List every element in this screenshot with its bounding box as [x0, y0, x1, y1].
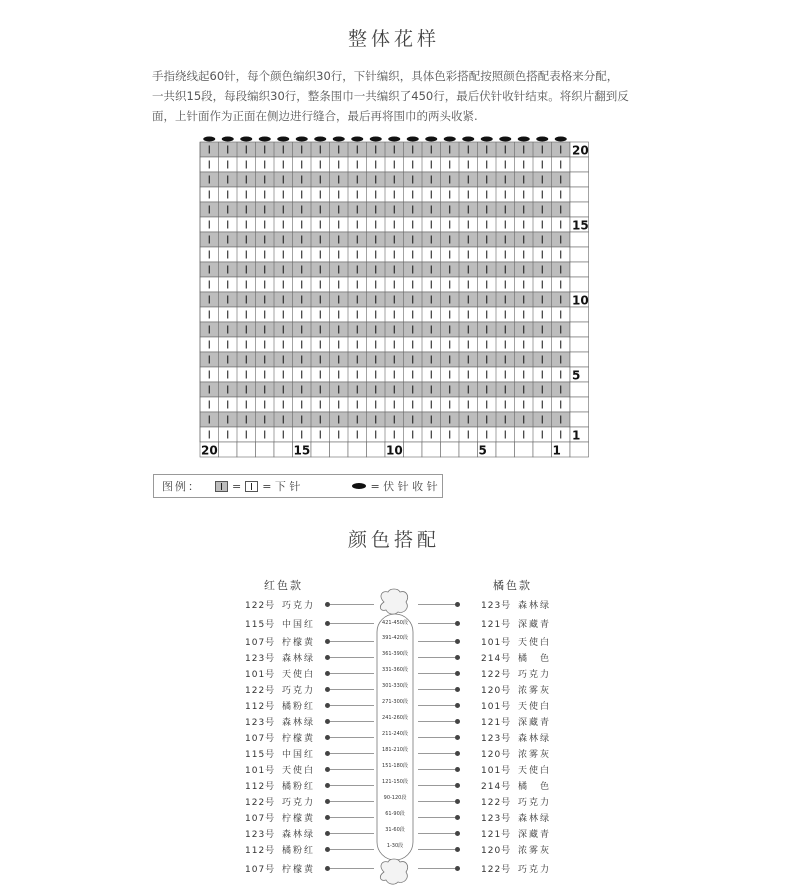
bind-off-oval-icon — [499, 137, 511, 142]
legend-bindoff-text: = 伏 针 收 针 — [370, 480, 438, 493]
yarn-color-name: 深藏青 — [518, 620, 552, 630]
bind-off-oval-icon — [333, 137, 345, 142]
col-label-cell — [330, 442, 349, 457]
yarn-color-name: 橘 色 — [518, 654, 552, 664]
connector-line — [418, 868, 455, 869]
description-line-2: 一共织15段，每段编织30行，整条围巾一共编织了450行，最后伏针收针结束。将织片翻到反 — [152, 89, 629, 103]
segment-label: 1-30段 — [386, 843, 404, 849]
connector-line — [418, 801, 455, 802]
yarn-number: 122号 — [481, 798, 512, 808]
row-label-cell — [570, 322, 589, 337]
connector-line — [418, 657, 455, 658]
bind-off-oval-icon — [481, 137, 493, 142]
row-number-label: 10 — [572, 293, 589, 308]
connector-dot — [455, 639, 460, 644]
row-label-cell — [570, 412, 589, 427]
segment-label: 271-300段 — [382, 699, 408, 705]
yarn-color-name: 橘 色 — [518, 782, 552, 792]
connector-line — [418, 705, 455, 706]
connector-dot — [455, 767, 460, 772]
col-label-cell — [348, 442, 367, 457]
bind-off-oval-icon — [222, 137, 234, 142]
row-number-label: 1 — [572, 428, 581, 443]
legend-knit-text: = 下 针 — [262, 480, 301, 493]
yarn-color-name: 中国红 — [282, 750, 316, 760]
row-label-cell — [570, 262, 589, 277]
bind-off-oval-icon — [277, 137, 289, 142]
pom-pom-bottom-icon — [380, 859, 407, 884]
yarn-number: 112号 — [245, 782, 276, 792]
yarn-color-name: 巧克力 — [518, 865, 552, 875]
bind-off-oval-icon — [462, 137, 474, 142]
yarn-number: 101号 — [245, 766, 276, 776]
column-number-label: 10 — [386, 443, 403, 458]
yarn-color-name: 柠檬黄 — [282, 638, 316, 648]
yarn-color-name: 天使白 — [518, 766, 552, 776]
column-number-label: 15 — [293, 443, 311, 458]
row-number-label: 20 — [572, 143, 589, 158]
yarn-number: 101号 — [481, 638, 512, 648]
connector-dot — [455, 799, 460, 804]
yarn-number: 112号 — [245, 846, 276, 856]
col-label-cell — [367, 442, 386, 457]
yarn-color-name: 森林绿 — [282, 830, 316, 840]
connector-line — [418, 689, 455, 690]
row-label-cell — [570, 382, 589, 397]
yarn-color-name: 天使白 — [518, 638, 552, 648]
row-label-cell — [570, 277, 589, 292]
row-label-cell — [570, 172, 589, 187]
segment-label: 301-330段 — [382, 683, 408, 689]
yarn-number: 122号 — [481, 865, 512, 875]
yarn-color-name: 巧克力 — [282, 601, 316, 611]
connector-line — [418, 817, 455, 818]
yarn-number: 214号 — [481, 654, 512, 664]
connector-dot — [455, 655, 460, 660]
yarn-color-name: 森林绿 — [518, 734, 552, 744]
knit-white-symbol-icon — [245, 481, 258, 492]
yarn-color-name: 深藏青 — [518, 830, 552, 840]
segment-label: 391-420段 — [382, 635, 408, 641]
yarn-number: 123号 — [481, 814, 512, 824]
connector-line — [418, 849, 455, 850]
row-label-cell — [570, 232, 589, 247]
column-number-label: 5 — [478, 443, 487, 458]
yarn-color-name: 巧克力 — [518, 798, 552, 808]
connector-line — [418, 737, 455, 738]
connector-dot — [455, 621, 460, 626]
row-number-label: 5 — [572, 368, 581, 383]
yarn-number: 214号 — [481, 782, 512, 792]
yarn-number: 121号 — [481, 718, 512, 728]
connector-dot — [455, 847, 460, 852]
col-label-cell — [441, 442, 460, 457]
segment-label: 181-210段 — [382, 747, 408, 753]
yarn-number: 120号 — [481, 750, 512, 760]
yarn-number: 112号 — [245, 702, 276, 712]
yarn-number: 115号 — [245, 620, 276, 630]
description-line-1: 手指绕线起60针，每个颜色编织30行，下针编织，具体色彩搭配按照颜色搭配表格来分配， — [152, 69, 619, 83]
yarn-color-name: 天使白 — [282, 670, 316, 680]
bind-off-oval-icon — [425, 137, 437, 142]
connector-dot — [455, 671, 460, 676]
connector-dot — [455, 866, 460, 871]
yarn-number: 122号 — [245, 601, 276, 611]
connector-dot — [455, 703, 460, 708]
bind-off-oval-icon — [240, 137, 252, 142]
yarn-number: 123号 — [245, 830, 276, 840]
bind-off-oval-icon — [444, 137, 456, 142]
connector-dot — [455, 602, 460, 607]
connector-dot — [455, 751, 460, 756]
bind-off-oval-icon — [536, 137, 548, 142]
connector-line — [418, 769, 455, 770]
segment-label: 421-450段 — [382, 620, 408, 626]
yarn-color-name: 天使白 — [282, 766, 316, 776]
connector-dot — [455, 783, 460, 788]
connector-line — [418, 833, 455, 834]
yarn-color-name: 浓雾灰 — [518, 846, 552, 856]
yarn-number: 122号 — [245, 686, 276, 696]
col-label-cell — [274, 442, 293, 457]
bind-off-oval-icon — [407, 137, 419, 142]
row-label-cell — [570, 307, 589, 322]
yarn-color-name: 森林绿 — [282, 654, 316, 664]
col-label-cell — [311, 442, 330, 457]
yarn-color-name: 浓雾灰 — [518, 750, 552, 760]
column-number-label: 20 — [201, 443, 218, 458]
yarn-color-name: 巧克力 — [282, 686, 316, 696]
connector-line — [418, 753, 455, 754]
connector-line — [418, 604, 455, 605]
connector-line — [418, 623, 455, 624]
yarn-number: 101号 — [481, 766, 512, 776]
connector-line — [418, 641, 455, 642]
connector-dot — [455, 815, 460, 820]
knit-gray-symbol-icon — [215, 481, 228, 492]
pattern-description — [152, 66, 642, 126]
row-label-cell — [570, 337, 589, 352]
bind-off-oval-icon — [370, 137, 382, 142]
yarn-number: 123号 — [245, 718, 276, 728]
segment-label: 121-150段 — [382, 779, 408, 785]
segment-label: 241-260段 — [382, 715, 408, 721]
yarn-number: 122号 — [245, 798, 276, 808]
yarn-color-name: 橘粉红 — [282, 782, 316, 792]
row-label-cell — [570, 157, 589, 172]
connector-line — [418, 721, 455, 722]
col-label-cell — [219, 442, 238, 457]
yarn-color-name: 巧克力 — [282, 798, 316, 808]
yarn-number: 123号 — [245, 654, 276, 664]
legend-equals: = — [232, 479, 242, 493]
col-label-cell — [422, 442, 441, 457]
yarn-number: 107号 — [245, 638, 276, 648]
yarn-number: 107号 — [245, 734, 276, 744]
yarn-number: 121号 — [481, 620, 512, 630]
yarn-color-name: 柠檬黄 — [282, 865, 316, 875]
connector-line — [418, 785, 455, 786]
segment-label: 211-240段 — [382, 731, 408, 737]
segment-label: 151-180段 — [382, 763, 408, 769]
bind-off-oval-icon — [388, 137, 400, 142]
yarn-number: 101号 — [481, 702, 512, 712]
col-label-cell — [533, 442, 552, 457]
orange-version-heading: 橘色款 — [493, 579, 532, 592]
pom-pom-top-icon — [380, 589, 407, 614]
row-label-cell — [570, 397, 589, 412]
color-title: 颜色搭配 — [347, 529, 440, 551]
scarf-diagram — [372, 588, 422, 890]
yarn-color-name: 森林绿 — [282, 718, 316, 728]
yarn-color-name: 浓雾灰 — [518, 686, 552, 696]
column-number-label: 1 — [552, 443, 561, 458]
yarn-color-name: 橘粉红 — [282, 846, 316, 856]
legend-title: 图例： — [162, 480, 201, 493]
connector-line — [418, 673, 455, 674]
col-label-cell — [570, 442, 589, 457]
yarn-number: 120号 — [481, 846, 512, 856]
row-label-cell — [570, 247, 589, 262]
bind-off-oval-icon — [259, 137, 271, 142]
connector-dot — [455, 719, 460, 724]
connector-dot — [455, 735, 460, 740]
col-label-cell — [256, 442, 275, 457]
col-label-cell — [404, 442, 423, 457]
row-label-cell — [570, 352, 589, 367]
row-number-label: 15 — [572, 218, 589, 233]
row-label-cell — [570, 202, 589, 217]
segment-label: 331-360段 — [382, 667, 408, 673]
col-label-cell — [459, 442, 478, 457]
col-label-cell — [515, 442, 534, 457]
segment-label: 31-60段 — [385, 827, 405, 833]
yarn-color-name: 深藏青 — [518, 718, 552, 728]
bind-off-oval-icon — [314, 137, 326, 142]
segment-label: 61-90段 — [385, 811, 405, 817]
yarn-number: 122号 — [481, 670, 512, 680]
connector-dot — [455, 687, 460, 692]
yarn-number: 107号 — [245, 865, 276, 875]
knitting-chart — [196, 134, 596, 468]
yarn-number: 107号 — [245, 814, 276, 824]
segment-label: 90-120段 — [383, 795, 407, 801]
bind-off-oval-icon — [352, 483, 366, 489]
col-label-cell — [496, 442, 515, 457]
bind-off-oval-icon — [296, 137, 308, 142]
description-line-3: 面，上针面作为正面在侧边进行缝合，最后再将围巾的两头收紧. — [152, 109, 478, 123]
bind-off-oval-icon — [555, 137, 567, 142]
segment-label: 361-390段 — [382, 651, 408, 657]
col-label-cell — [237, 442, 256, 457]
bind-off-oval-icon — [518, 137, 530, 142]
yarn-number: 101号 — [245, 670, 276, 680]
yarn-color-name: 巧克力 — [518, 670, 552, 680]
yarn-color-name: 森林绿 — [518, 814, 552, 824]
yarn-color-name: 橘粉红 — [282, 702, 316, 712]
pattern-title: 整体花样 — [347, 28, 440, 50]
legend-box — [153, 474, 443, 498]
yarn-color-name: 柠檬黄 — [282, 814, 316, 824]
yarn-color-name: 森林绿 — [518, 601, 552, 611]
red-version-heading: 红色款 — [264, 579, 303, 592]
bind-off-oval-icon — [351, 137, 363, 142]
yarn-color-name: 中国红 — [282, 620, 316, 630]
yarn-color-name: 柠檬黄 — [282, 734, 316, 744]
row-label-cell — [570, 187, 589, 202]
yarn-color-name: 天使白 — [518, 702, 552, 712]
yarn-number: 123号 — [481, 734, 512, 744]
bind-off-oval-icon — [203, 137, 215, 142]
yarn-number: 120号 — [481, 686, 512, 696]
yarn-number: 115号 — [245, 750, 276, 760]
connector-dot — [455, 831, 460, 836]
yarn-number: 121号 — [481, 830, 512, 840]
yarn-number: 123号 — [481, 601, 512, 611]
